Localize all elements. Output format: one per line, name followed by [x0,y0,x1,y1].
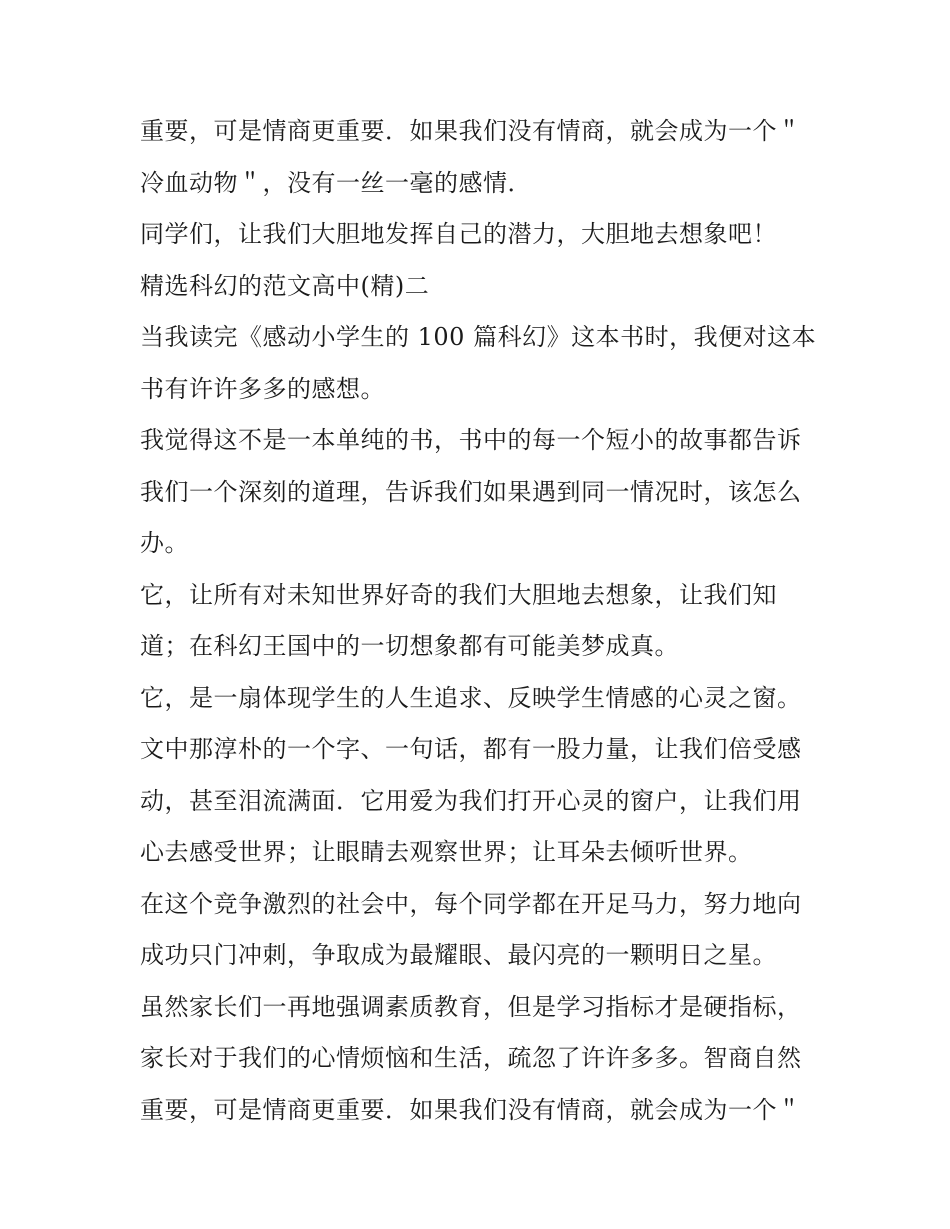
text-line: 文中那淳朴的一个字、一句话，都有一股力量，让我们倍受感 [140,735,802,763]
text-line: 家长对于我们的心情烦恼和生活，疏忽了许许多多。智商自然 [140,1044,802,1072]
section-heading: 精选科幻的范文高中(精)二 [140,271,430,300]
text-line: 办。 [140,529,189,557]
text-line: 道；在科幻王国中的一切想象都有可能美梦成真。 [140,632,679,660]
text-line: 我觉得这不是一本单纯的书，书中的每一个短小的故事都告诉 [140,426,802,454]
text-line: 动，甚至泪流满面．它用爱为我们打开心灵的窗户，让我们用 [140,786,802,815]
text-line: 虽然家长们一再地强调素质教育，但是学习指标才是硬指标， [140,992,802,1021]
text-line: 重要，可是情商更重要．如果我们没有情商，就会成为一个＂ [140,1095,802,1124]
text-line: 我们一个深刻的道理，告诉我们如果遇到同一情况时，该怎么 [140,477,802,506]
text-line: 在这个竞争激烈的社会中，每个同学都在开足马力，努力地向 [140,889,802,918]
text-line: 冷血动物＂，没有一丝一毫的感情． [140,168,532,197]
text-line: 心去感受世界；让眼睛去观察世界；让耳朵去倾听世界。 [140,838,753,866]
document-body [140,106,820,1136]
text-line: 它，让所有对未知世界好奇的我们大胆地去想象，让我们知 [140,580,777,609]
text-line: 当我读完《感动小学生的 100 篇科幻》这本书时，我便对这本 [140,323,817,351]
text-line: 它，是一扇体现学生的人生追求、反映学生情感的心灵之窗。 [140,683,802,712]
text-line: 成功只门冲刺，争取成为最耀眼、最闪亮的一颗明日之星。 [140,941,777,969]
text-line: 书有许许多多的感想。 [140,374,385,403]
text-line: 同学们，让我们大胆地发挥自己的潜力，大胆地去想象吧！ [140,220,777,248]
text-line: 重要，可是情商更重要．如果我们没有情商，就会成为一个＂ [140,117,802,145]
